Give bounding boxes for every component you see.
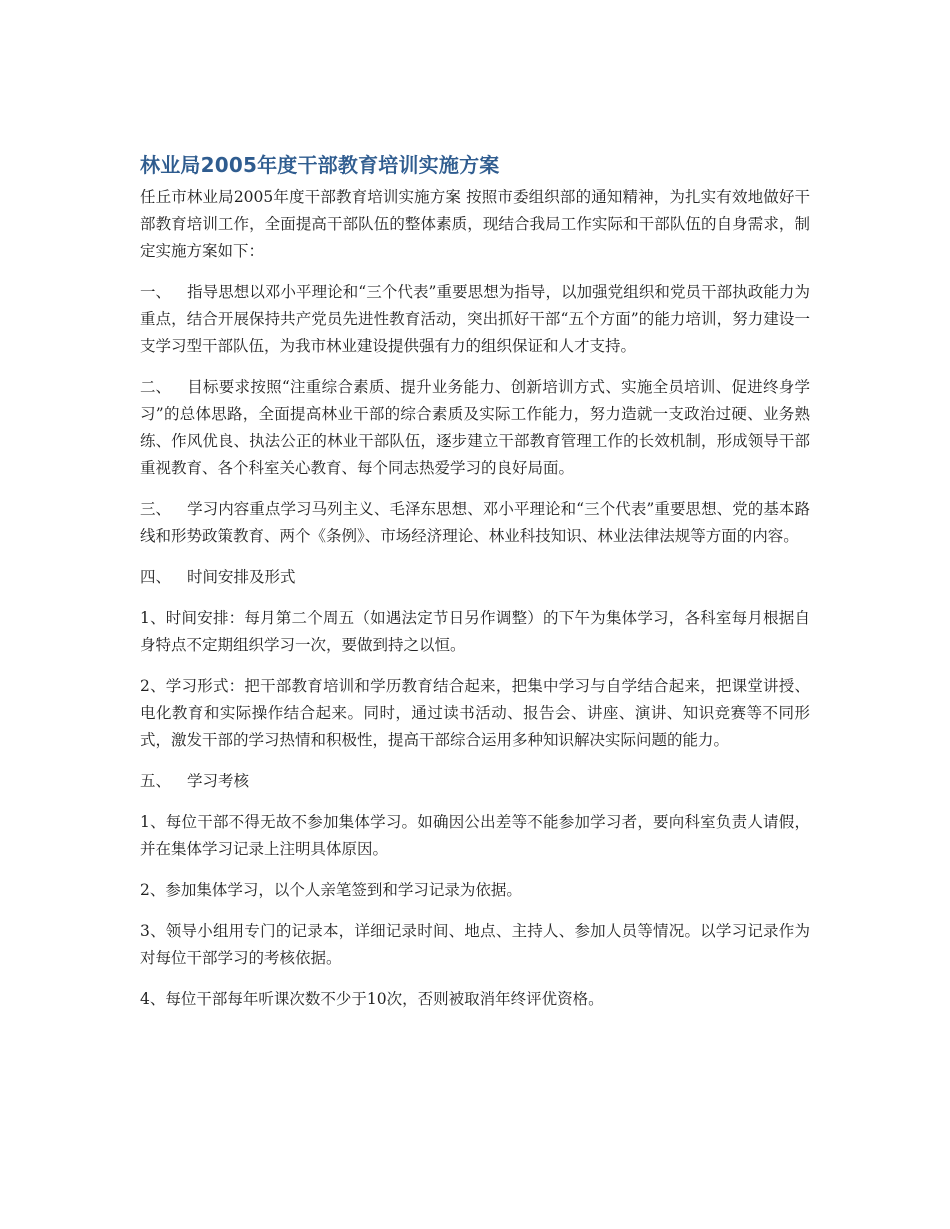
section-2 [140,374,810,482]
intro-paragraph: 任丘市林业局2005年度干部教育培训实施方案 按照市委组织部的通知精神，为扎实有效地做好干部教育培训工作，全面提高干部队伍的整体素质，现结合我局工作实际和干部队伍的自身需求，制定实施方案如下： [140,188,810,260]
section-1 [140,279,810,360]
section-4 [140,564,810,591]
assessment-item: 2、参加集体学习，以个人亲笔签到和学习记录为依据。 [140,881,522,899]
section-number: 五、 [140,772,172,790]
assessment-item: 1、每位干部不得无故不参加集体学习。如确因公出差等不能参加学习者，要向科室负责人请假，并在集体学习记录上注明具体原因。 [140,813,810,858]
section-number: 四、 [140,568,172,586]
section-text: 学习考核 [187,772,250,790]
section-number: 一、 [140,283,172,301]
section-text: 指导思想以邓小平理论和“三个代表”重要思想为指导，以加强党组织和党员干部执政能力为重点，结合开展保持共产党员先进性教育活动，突出抓好干部“五个方面”的能力培训，努力建设一支学习型干部队伍，为我市林业建设提供强有力的组织保证和人才支持。 [140,283,810,355]
assessment-item: 4、每位干部每年听课次数不少于10次，否则被取消年终评优资格。 [140,990,604,1008]
section-3 [140,496,810,550]
section-number: 三、 [140,500,172,518]
section-5 [140,768,810,795]
section-number: 二、 [140,378,172,396]
section-text: 时间安排及形式 [187,568,296,586]
schedule-item: 2、学习形式：把干部教育培训和学历教育结合起来，把集中学习与自学结合起来，把课堂讲授、电化教育和实际操作结合起来。同时，通过读书活动、报告会、讲座、演讲、知识竞赛等不同形式，激发干部的学习热情和积极性，提高干部综合运用多种知识解决实际问题的能力。 [140,677,810,749]
assessment-item: 3、领导小组用专门的记录本，详细记录时间、地点、主持人、参加人员等情况。以学习记录作为对每位干部学习的考核依据。 [140,922,810,967]
document-body [140,150,810,1027]
section-text: 学习内容重点学习马列主义、毛泽东思想、邓小平理论和“三个代表”重要思想、党的基本路线和形势政策教育、两个《条例》、市场经济理论、林业科技知识、林业法律法规等方面的内容。 [140,500,810,545]
section-text: 目标要求按照“注重综合素质、提升业务能力、创新培训方式、实施全员培训、促进终身学习”的总体思路，全面提高林业干部的综合素质及实际工作能力，努力造就一支政治过硬、业务熟练、作风优良、执法公正的林业干部队伍，逐步建立干部教育管理工作的长效机制，形成领导干部重视教育、各个科室关心教育、每个同志热爱学习的良好局面。 [140,378,810,477]
schedule-item: 1、时间安排：每月第二个周五（如遇法定节日另作调整）的下午为集体学习，各科室每月根据自身特点不定期组织学习一次，要做到持之以恒。 [140,609,810,654]
page-title: 林业局2005年度干部教育培训实施方案 [140,153,500,177]
